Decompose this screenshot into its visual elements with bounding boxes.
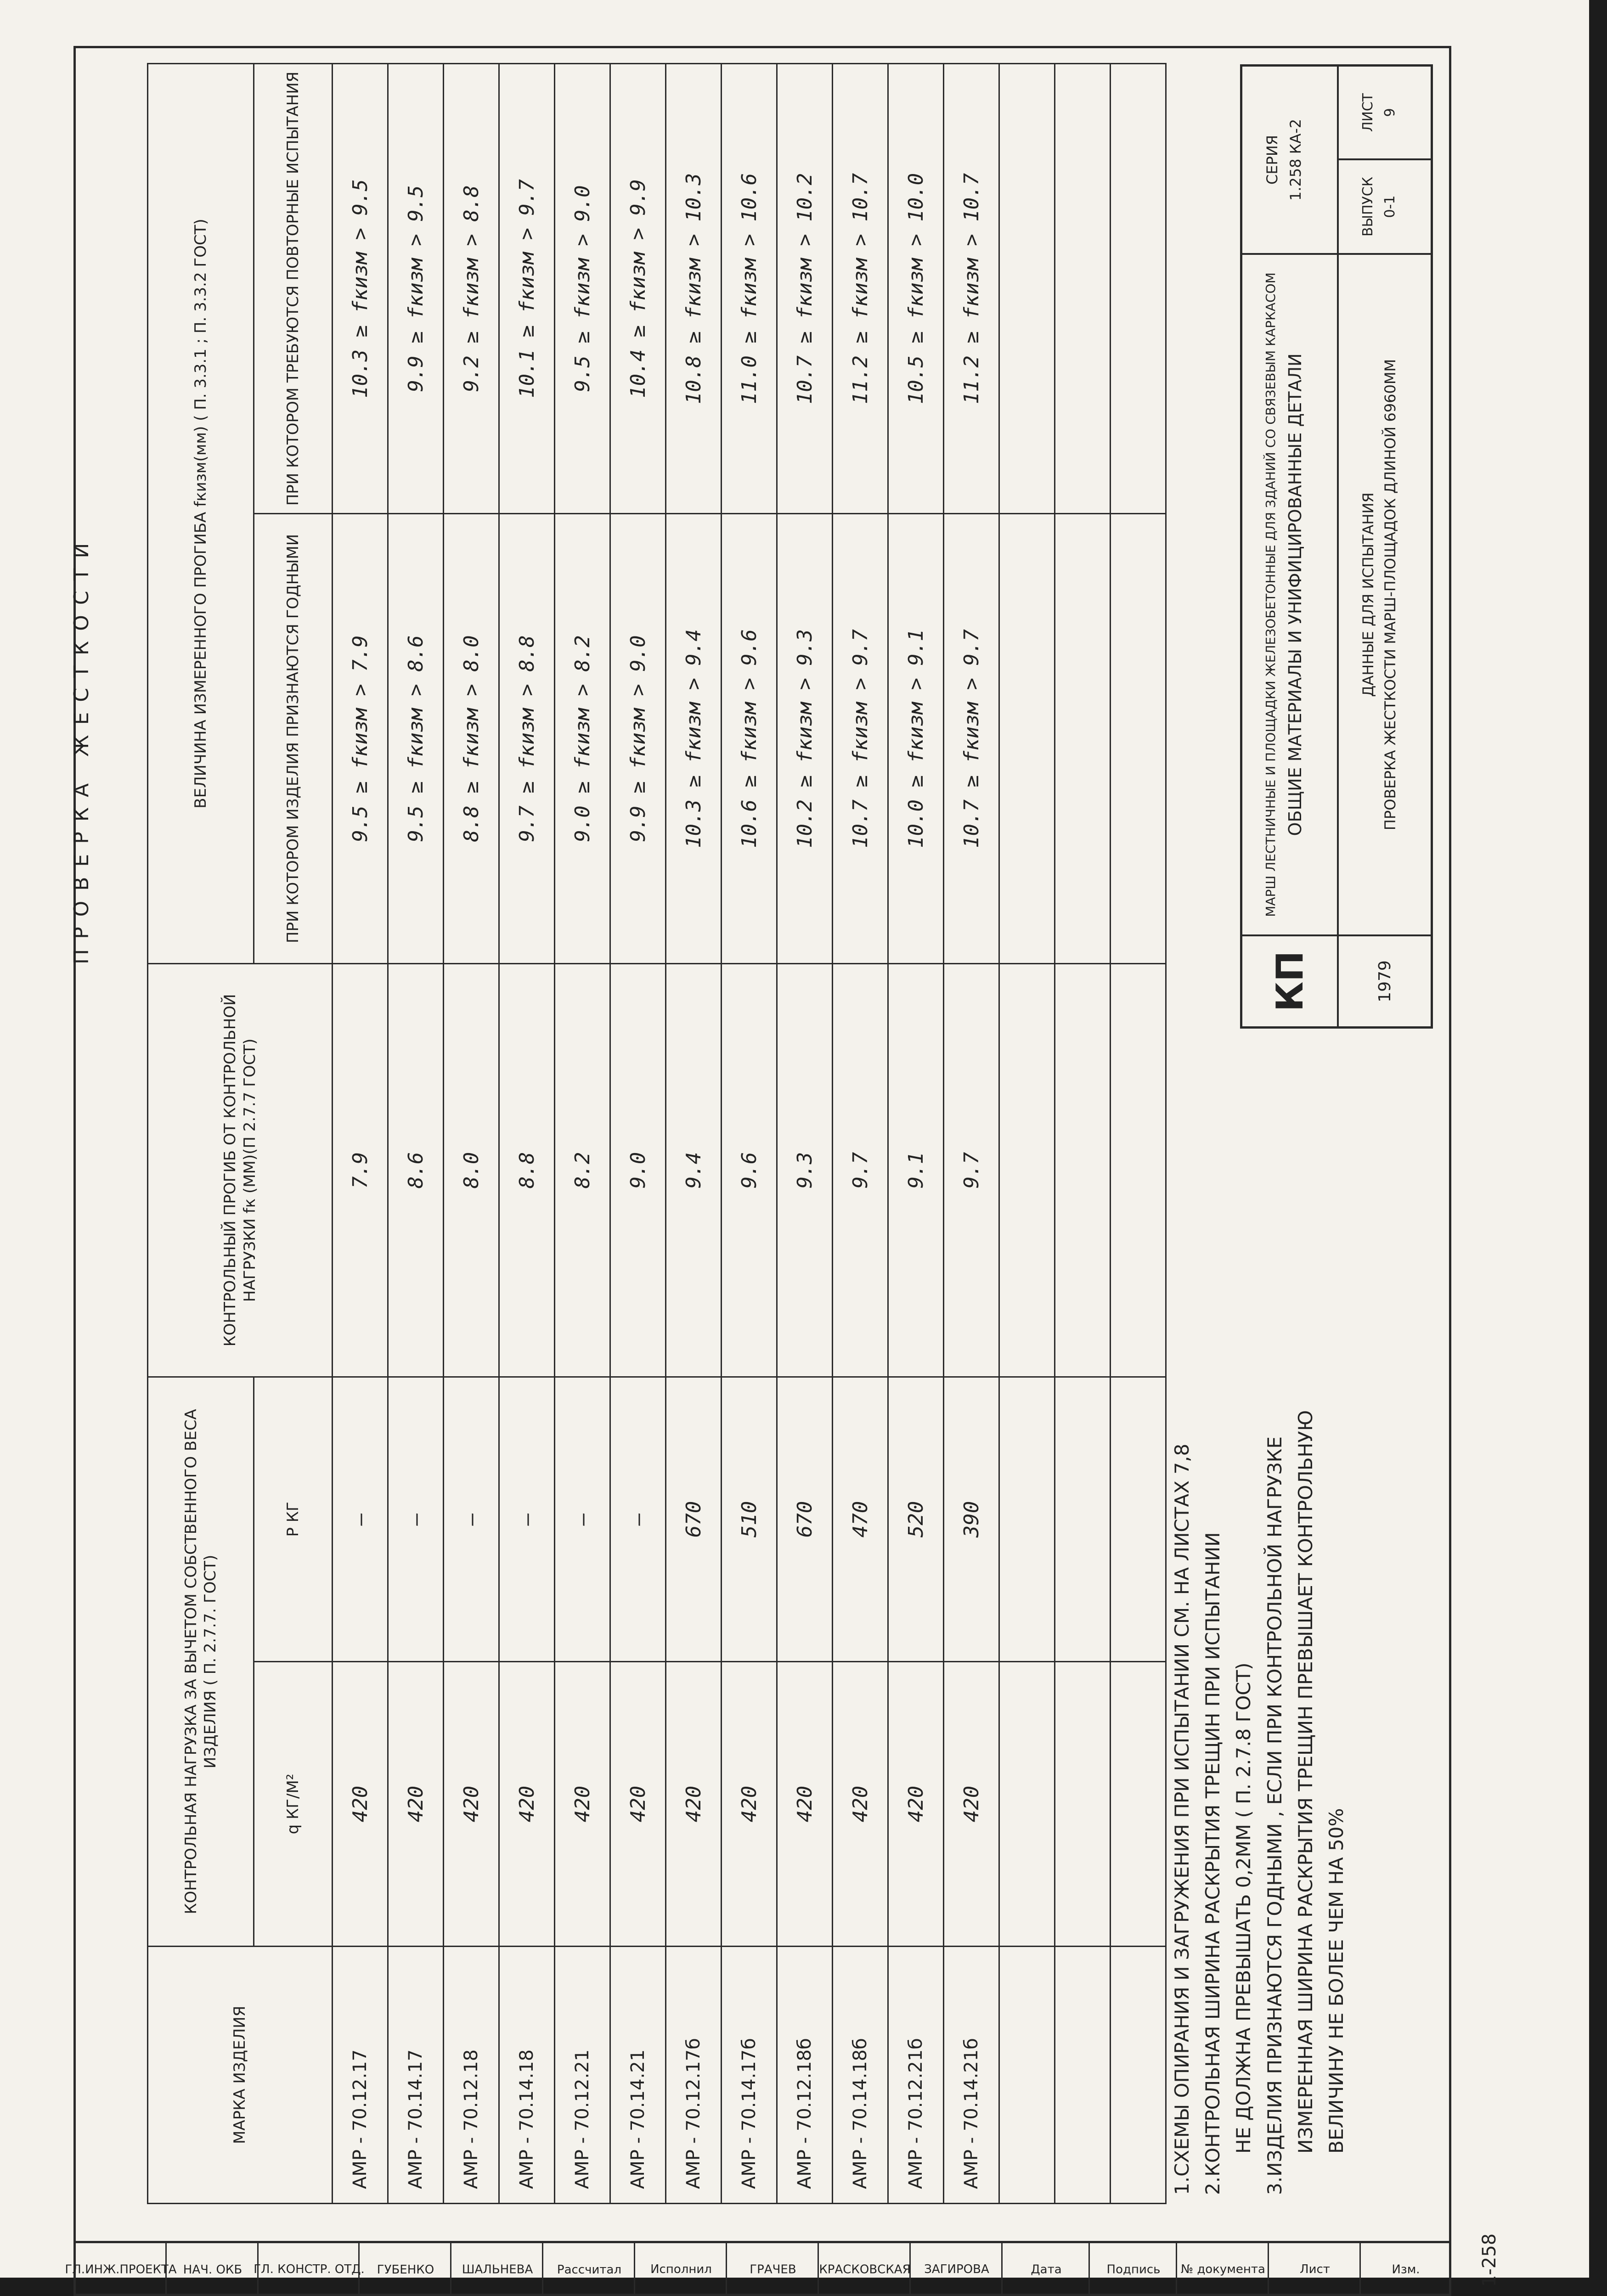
note-line: 2.КОНТРОЛЬНАЯ ШИРИНА РАСКРЫТИЯ ТРЕЩИН ПРИ ИСПЫТАНИИ (1201, 1532, 1224, 2195)
table-row-empty (1055, 63, 1111, 2203)
cell-p: 390 (944, 1377, 999, 1662)
series-value: 1.258 КА-2 (1287, 118, 1305, 201)
cell-fk: 8.2 (555, 964, 610, 1377)
table-row (888, 63, 944, 2203)
cell-mark: АМР - 70.12.18б (777, 1947, 833, 2204)
cell-fk: 9.1 (888, 964, 944, 1377)
cell-accepted: 10.6 ≥ fкизм > 9.6 (722, 514, 777, 964)
cell-retest: 10.5 ≥ fкизм > 10.0 (888, 63, 944, 513)
stamp-cell: НАЧ. ОКБ (165, 2243, 259, 2296)
stamp-cell: ГУБЕНКО (358, 2243, 451, 2296)
cell-mark: АМР - 70.14.21б (944, 1947, 999, 2204)
cell-p: — (499, 1377, 555, 1662)
cell-p: 670 (666, 1377, 722, 1662)
cell-fk: 9.7 (944, 964, 999, 1377)
stamp-cell: ГЛ. КОНСТР. ОТД. (257, 2243, 360, 2296)
cell-retest: 9.5 ≥ fкизм > 9.0 (555, 63, 610, 513)
cell-p: — (555, 1377, 610, 1662)
cell-accepted: 8.8 ≥ fкизм > 8.0 (444, 514, 499, 964)
title-project (1242, 255, 1339, 934)
table-row-empty (1111, 63, 1166, 2203)
cell-mark: АМР - 70.12.21 (555, 1947, 610, 2204)
cell-accepted: 9.5 ≥ fкизм > 8.6 (388, 514, 444, 964)
stamp-cell: ГЛ.ИНЖ.ПРОЕКТА (73, 2243, 167, 2296)
stamp-cell: Рассчитал (542, 2243, 635, 2296)
corner-code: 1-258 (1479, 2233, 1500, 2287)
stamp-cell: № документа (1176, 2243, 1269, 2296)
cell-accepted: 9.9 ≥ fкизм > 9.0 (610, 514, 666, 964)
table-row (555, 63, 610, 2203)
header-load-p: P КГ (254, 1377, 333, 1662)
issue-value: 0-1 (1382, 195, 1398, 218)
cell-retest: 10.4 ≥ fкизм > 9.9 (610, 63, 666, 513)
cell-mark: АМР - 70.12.21б (888, 1947, 944, 2204)
cell-retest: 10.1 ≥ fкизм > 9.7 (499, 63, 555, 513)
scan-edge-right (1589, 0, 1607, 2296)
approval-stamp-column (65, 2241, 1451, 2296)
cell-retest: 9.9 ≥ fкизм > 9.5 (388, 63, 444, 513)
cell-retest: 11.2 ≥ fкизм > 10.7 (944, 63, 999, 513)
cell-fk: 9.6 (722, 964, 777, 1377)
header-measured-group: ВЕЛИЧИНА ИЗМЕРЕННОГО ПРОГИБА fкизм(мм) ( П. 3.3.1 ; П. 3.3.2 ГОСТ) (148, 63, 254, 963)
cell-q: 420 (722, 1662, 777, 1947)
cell-p: 520 (888, 1377, 944, 1662)
cell-q: 420 (333, 1662, 388, 1947)
note-line: 1.СХЕМЫ ОПИРАНИЯ И ЗАГРУЖЕНИЯ ПРИ ИСПЫТАНИИ СМ. НА ЛИСТАХ 7,8 (1171, 1443, 1193, 2195)
issue-label: ВЫПУСК (1360, 176, 1376, 237)
title-project-line1: МАРШ ЛЕСТНИЧНЫЕ И ПЛОЩАДКИ ЖЕЛЕЗОБЕТОННЫЕ ДЛЯ ЗДАНИЙ СО СВЯЗЕВЫМ КАРКАСОМ (1263, 272, 1278, 917)
header-control-deflection: КОНТРОЛЬНЫЙ ПРОГИБ ОТ КОНТРОЛЬНОЙ НАГРУЗКИ fк (ММ)(П 2.7.7 ГОСТ) (148, 964, 333, 1377)
cell-q: 420 (944, 1662, 999, 1947)
cell-q: 420 (666, 1662, 722, 1947)
cell-q: 420 (888, 1662, 944, 1947)
issue-cell (1339, 158, 1431, 255)
cell-mark: АМР - 70.14.17б (722, 1947, 777, 2204)
cell-p: — (388, 1377, 444, 1662)
table-row (499, 63, 555, 2203)
cell-accepted: 10.2 ≥ fкизм > 9.3 (777, 514, 833, 964)
cell-p: — (610, 1377, 666, 1662)
title-sheet-line1: ДАННЫЕ ДЛЯ ИСПЫТАНИЯ (1359, 492, 1377, 697)
title-block (1240, 64, 1433, 1029)
cell-retest: 10.7 ≥ fкизм > 10.2 (777, 63, 833, 513)
cell-retest: 9.2 ≥ fкизм > 8.8 (444, 63, 499, 513)
cell-retest: 10.8 ≥ fкизм > 10.3 (666, 63, 722, 513)
stamp-cell: Изм. (1359, 2243, 1450, 2296)
table-row (666, 63, 722, 2203)
header-mark: МАРКА ИЗДЕЛИЯ (148, 1947, 333, 2204)
document-sheet (65, 37, 1543, 2296)
cell-p: 510 (722, 1377, 777, 1662)
cell-mark: АМР - 70.12.17б (666, 1947, 722, 2204)
note-line: 3.ИЗДЕЛИЯ ПРИЗНАЮТСЯ ГОДНЫМИ , ЕСЛИ ПРИ КОНТРОЛЬНОЙ НАГРУЗКЕ (1263, 1436, 1286, 2195)
cell-mark: АМР - 70.14.18 (499, 1947, 555, 2204)
note-line: ВЕЛИЧИНУ НЕ БОЛЕЕ ЧЕМ НА 50% (1325, 1808, 1348, 2154)
cell-mark: АМР - 70.14.17 (388, 1947, 444, 2204)
cell-retest: 11.2 ≥ fкизм > 10.7 (833, 63, 888, 513)
series-label: СЕРИЯ (1263, 135, 1281, 185)
cell-accepted: 9.7 ≥ fкизм > 8.8 (499, 514, 555, 964)
header-retest: ПРИ КОТОРОМ ТРЕБУЮТСЯ ПОВТОРНЫЕ ИСПЫТАНИЯ (254, 63, 333, 513)
cell-mark: АМР - 70.12.17 (333, 1947, 388, 2204)
stamp-cell: Подпись (1088, 2243, 1177, 2296)
cell-fk: 8.0 (444, 964, 499, 1377)
cell-mark: АМР - 70.14.18б (833, 1947, 888, 2204)
stamp-cell: КРАСКОВСКАЯ (818, 2243, 911, 2296)
table-row (388, 63, 444, 2203)
cell-fk: 9.0 (610, 964, 666, 1377)
cell-mark: АМР - 70.12.18 (444, 1947, 499, 2204)
stamp-cell: Лист (1268, 2243, 1361, 2296)
cell-fk: 9.4 (666, 964, 722, 1377)
table-row-empty (999, 63, 1055, 2203)
cell-p: — (333, 1377, 388, 1662)
organization-logo: КП (1242, 934, 1339, 1026)
cell-mark: АМР - 70.14.21 (610, 1947, 666, 2204)
note-line: ИЗМЕРЕННАЯ ШИРИНА РАСКРЫТИЯ ТРЕЩИН ПРЕВЫШАЕТ КОНТРОЛЬНУЮ (1294, 1410, 1317, 2154)
stamp-cell: ШАЛЬНЕВА (450, 2243, 543, 2296)
table-row (777, 63, 833, 2203)
cell-q: 420 (499, 1662, 555, 1947)
sheet-number-cell (1339, 67, 1431, 158)
cell-q: 420 (388, 1662, 444, 1947)
cell-fk: 8.8 (499, 964, 555, 1377)
title-project-line2: ОБЩИЕ МАТЕРИАЛЫ И УНИФИЦИРОВАННЫЕ ДЕТАЛИ (1285, 353, 1305, 836)
stamp-cell: Дата (1001, 2243, 1090, 2296)
header-load-q: q КГ/М² (254, 1662, 333, 1947)
stamp-cell: ГРАЧЕВ (726, 2243, 819, 2296)
cell-q: 420 (777, 1662, 833, 1947)
cell-accepted: 10.7 ≥ fкизм > 9.7 (833, 514, 888, 964)
cell-q: 420 (444, 1662, 499, 1947)
table-row (833, 63, 888, 2203)
series-cell (1242, 67, 1339, 255)
stamp-cell: Исполнил (634, 2243, 727, 2296)
note-line: НЕ ДОЛЖНА ПРЕВЫШАТЬ 0,2ММ ( П. 2.7.8 ГОСТ) (1232, 1662, 1255, 2154)
table-row (610, 63, 666, 2203)
header-load-group: КОНТРОЛЬНАЯ НАГРУЗКА ЗА ВЫЧЕТОМ СОБСТВЕННОГО ВЕСА ИЗДЕЛИЯ ( П. 2.7.7. ГОСТ) (148, 1377, 254, 1947)
cell-fk: 9.3 (777, 964, 833, 1377)
table-row (722, 63, 777, 2203)
cell-accepted: 10.3 ≥ fкизм > 9.4 (666, 514, 722, 964)
cell-q: 420 (610, 1662, 666, 1947)
title-sheet (1339, 255, 1431, 934)
header-accepted: ПРИ КОТОРОМ ИЗДЕЛИЯ ПРИЗНАЮТСЯ ГОДНЫМИ (254, 514, 333, 964)
cell-accepted: 9.0 ≥ fкизм > 8.2 (555, 514, 610, 964)
cell-accepted: 9.5 ≥ fкизм > 7.9 (333, 514, 388, 964)
cell-fk: 7.9 (333, 964, 388, 1377)
cell-p: 670 (777, 1377, 833, 1662)
sheet-value: 9 (1382, 108, 1398, 117)
table-row (333, 63, 388, 2203)
title-year: 1979 (1339, 934, 1431, 1026)
cell-p: — (444, 1377, 499, 1662)
stiffness-table (147, 63, 1167, 2204)
cell-accepted: 10.0 ≥ fкизм > 9.1 (888, 514, 944, 964)
cell-retest: 10.3 ≥ fкизм > 9.5 (333, 63, 388, 513)
stamp-cell: ЗАГИРОВА (909, 2243, 1003, 2296)
table-row (444, 63, 499, 2203)
cell-fk: 9.7 (833, 964, 888, 1377)
cell-accepted: 10.7 ≥ fкизм > 9.7 (944, 514, 999, 964)
cell-fk: 8.6 (388, 964, 444, 1377)
cell-q: 420 (833, 1662, 888, 1947)
table-row (944, 63, 999, 2203)
cell-q: 420 (555, 1662, 610, 1947)
title-sheet-line2: ПРОВЕРКА ЖЕСТКОСТИ МАРШ-ПЛОЩАДОК ДЛИНОЙ 6960ММ (1381, 359, 1399, 831)
sheet-label: ЛИСТ (1360, 93, 1376, 132)
page-title: ПРОВЕРКА ЖЕСТКОСТИ (70, 533, 93, 964)
cell-p: 470 (833, 1377, 888, 1662)
cell-retest: 11.0 ≥ fкизм > 10.6 (722, 63, 777, 513)
